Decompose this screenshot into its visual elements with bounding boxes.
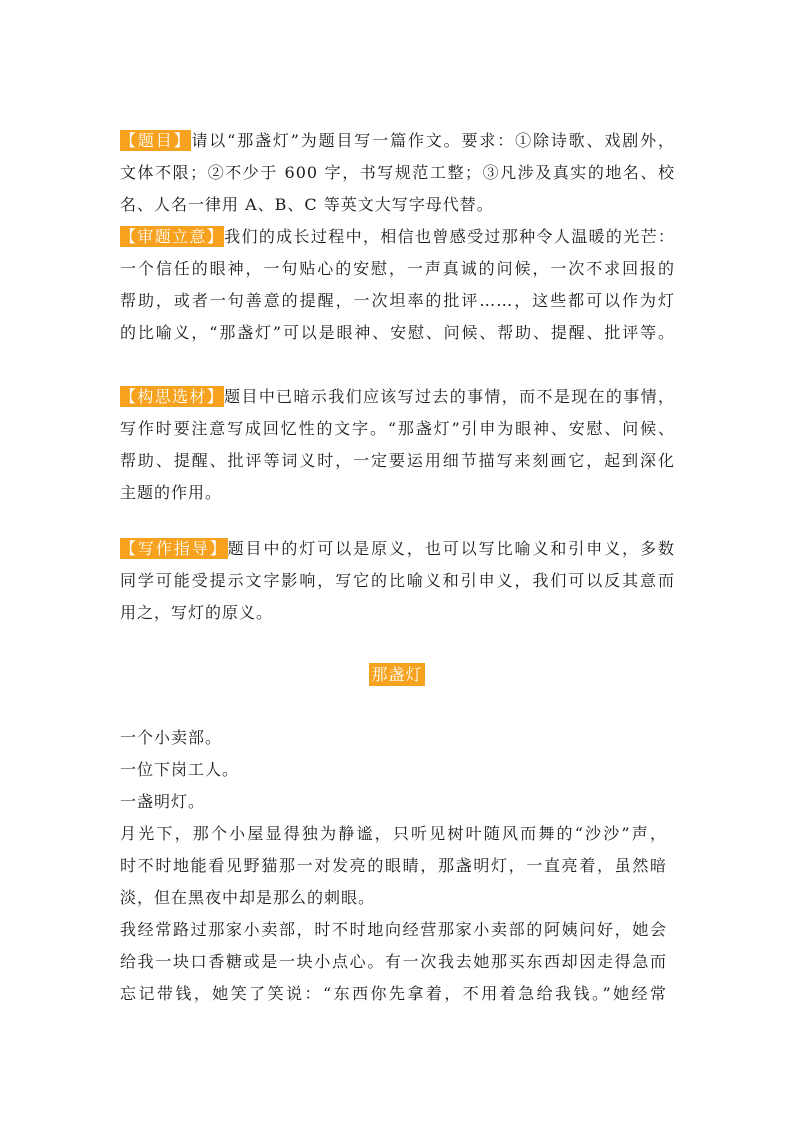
essay-body [120,722,667,1010]
text-line: 帮助，或者一句善意的提醒，一次坦率的批评……，这些都可以作为灯 [120,291,675,310]
section-text: 我们的成长过程中，相信也曾感受过那种令人温暖的光芒： [224,227,675,246]
essay-line: 一个小卖部。 [120,728,223,747]
text-line: 同学可能受提示文字影响，写它的比喻义和引申义，我们可以反其意而 [120,571,675,590]
essay-line: 淡，但在黑夜中却是那么的刺眼。 [120,888,376,907]
essay-line: 一盏明灯。 [120,792,206,811]
text-line: 一个信任的眼神，一句贴心的安慰，一声真诚的问候，一次不求回报的 [120,259,675,278]
section-text: 请以“那盏灯”为题目写一篇作文。要求：①除诗歌、戏剧外， [191,131,675,150]
essay-line: 月光下，那个小屋显得独为静谧，只听见树叶随风而舞的“沙沙”声， [120,824,667,843]
section-guidance [120,533,675,629]
section-label: 【题目】 [120,131,192,150]
section-text: 题目中已暗示我们应该写过去的事情，而不是现在的事情， [224,387,675,406]
section-label: 【审题立意】 [120,227,225,246]
section-label: 【写作指导】 [120,539,228,558]
text-line: 写作时要注意写成回忆性的文字。“那盏灯”引申为眼神、安慰、问候、 [120,419,675,438]
essay-line: 时不时地能看见野猫那一对发亮的眼睛，那盏明灯，一直亮着，虽然暗 [120,856,667,875]
essay-line: 我经常路过那家小卖部，时不时地向经营那家小卖部的阿姨问好，她会 [120,920,667,939]
section-label: 【构思选材】 [120,387,225,406]
text-line [120,533,675,565]
text-line: 名、人名一律用 A、B、C 等英文大写字母代替。 [120,195,494,214]
text-line [120,125,675,157]
text-line: 的比喻义，“那盏灯”可以是眼神、安慰、问候、帮助、提醒、批评等。 [120,323,675,342]
section-topic [120,125,675,221]
text-line [120,221,675,253]
text-line: 用之，写灯的原义。 [120,603,274,622]
essay-line: 给我一块口香糖或是一块小点心。有一次我去她那买东西却因走得急而 [120,952,667,971]
text-line: 主题的作用。 [120,483,223,502]
section-analysis [120,221,675,349]
essay-title: 那盏灯 [371,665,423,684]
text-line: 文体不限；②不少于 600 字，书写规范工整；③凡涉及真实的地名、校 [120,163,675,182]
text-line [120,381,675,413]
section-text: 题目中的灯可以是原义，也可以写比喻义和引申义，多数 [227,539,675,558]
essay-line: 忘记带钱，她笑了笑说：“东西你先拿着，不用着急给我钱。”她经常 [120,984,667,1003]
section-ideation [120,381,675,509]
text-line: 帮助、提醒、批评等词义时，一定要运用细节描写来刻画它，起到深化 [120,451,675,470]
essay-line: 一位下岗工人。 [120,760,240,779]
essay-title-row [0,659,794,691]
